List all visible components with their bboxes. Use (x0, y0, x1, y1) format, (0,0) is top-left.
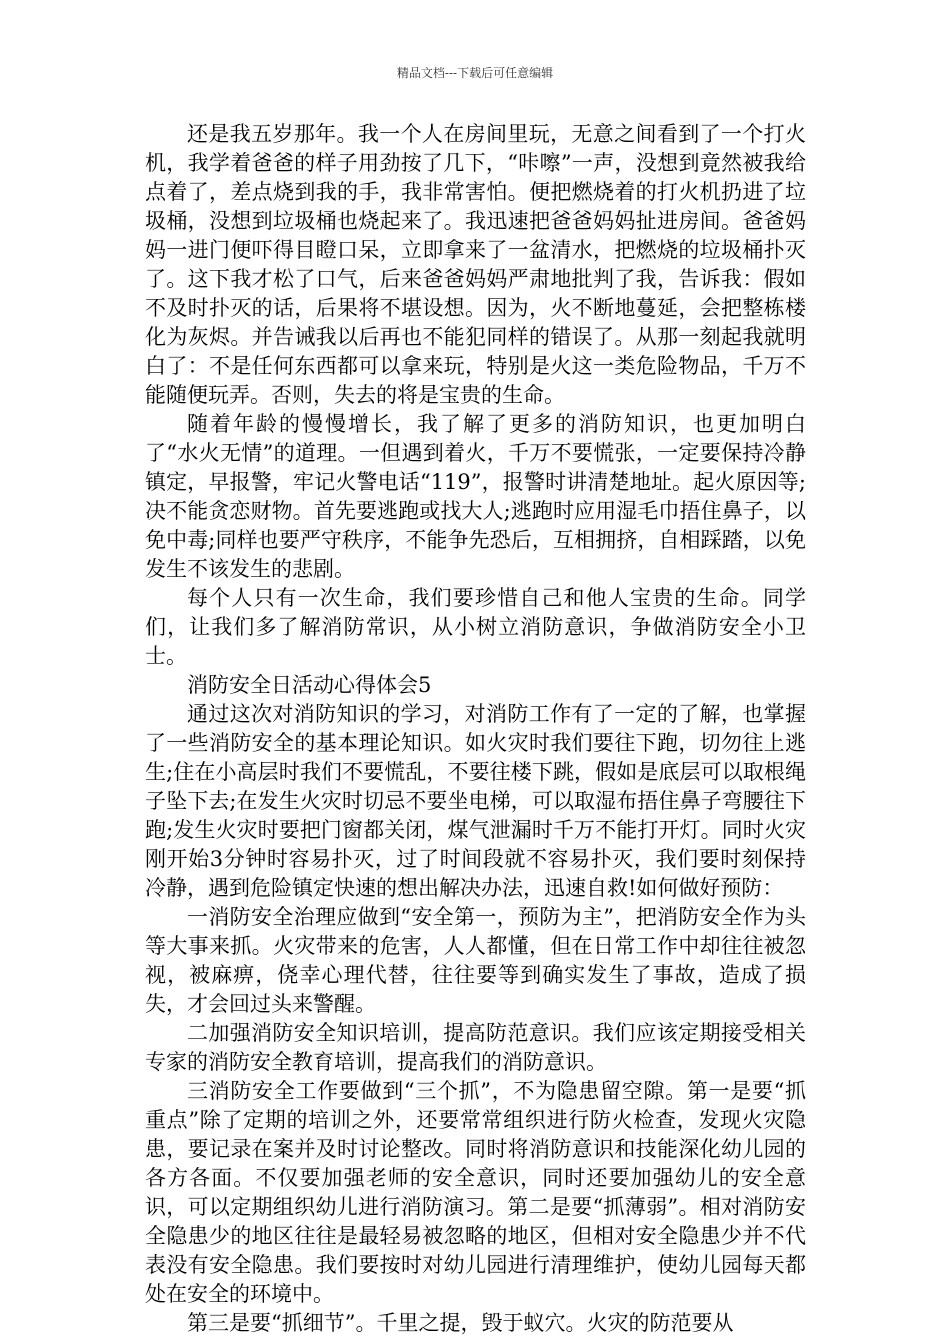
paragraph-details: 第三是要“抓细节”。千里之提，毁于蚁穴。火灾的防范要从 (187, 1311, 734, 1335)
paragraph-point-two: 二加强消防安全知识培训，提高防范意识。我们应该定期接受相关专家的消防安全教育培训，提高我们的消防意识。 (145, 1021, 806, 1074)
paragraph-learning-summary: 通过这次对消防知识的学习，对消防工作有了一定的了解，也掌握了一些消防安全的基本理论知识。如火灾时我们要往下跑，切勿往上逃生;住在小高层时我们不要慌乱，不要往楼下跳，假如是底层可以取根绳子坠下去;在发生火灾时切忌不要坐电梯，可以取湿布捂住鼻子弯腰往下跑;发生火灾时要把门窗都关闭，煤气泄漏时千万不能打开灯。同时火灾刚开始3分钟时容易扑灭，过了时间段就不容易扑灭，我们要时刻保持冷静，遇到危险镇定快速的想出解决办法，迅速自救!如何做好预防： (145, 702, 806, 900)
section-heading: 消防安全日活动心得体会5 (187, 673, 432, 697)
paragraph-point-one: 一消防安全治理应做到“安全第一，预防为主”，把消防安全作为头等大事来抓。火灾带来的危害，人人都懂，但在日常工作中却往往被忽视，被麻痹，侥幸心理代替，往往要等到确实发生了事故，造成了损失，才会回过头来警醒。 (145, 905, 806, 1016)
paragraph-point-three: 三消防安全工作要做到“三个抓”，不为隐患留空隙。第一是要“抓重点”除了定期的培训之外，还要常常组织进行防火检查，发现火灾隐患，要记录在案并及时讨论整改。同时将消防意识和技能深化幼儿园的各方各面。不仅要加强老师的安全意识，同时还要加强幼儿的安全意识，可以定期组织幼儿进行消防演习。第二是要“抓薄弱”。相对消防安全隐患少的地区往往是最轻易被忽略的地区，但相对安全隐患少并不代表没有安全隐患。我们要按时对幼儿园进行清理维护，使幼儿园每天都处在安全的环境中。 (145, 1079, 806, 1306)
paragraph-fire-knowledge: 随着年龄的慢慢增长，我了解了更多的消防知识，也更加明白了“水火无情”的道理。一但遇到着火，千万不要慌张，一定要保持冷静镇定，早报警，牢记火警电话“119”，报警时讲清楚地址。起火原因等;决不能贪恋财物。首先要逃跑或找大人;逃跑时应用湿毛巾捂住鼻子，以免中毒;同样也要严守秩序，不能争先恐后，互相拥挤，自相踩踏，以免发生不该发生的悲剧。 (145, 412, 806, 581)
paragraph-cherish-life: 每个人只有一次生命，我们要珍惜自己和他人宝贵的生命。同学们，让我们多了解消防常识，从小树立消防意识，争做消防安全小卫士。 (145, 586, 806, 668)
document-body (145, 120, 806, 1338)
page-header: 精品文档---下载后可任意编辑 (396, 66, 554, 80)
paragraph-childhood-lighter: 还是我五岁那年。我一个人在房间里玩，无意之间看到了一个打火机，我学着爸爸的样子用劲按了几下，“咔嚓”一声，没想到竟然被我给点着了，差点烧到我的手，我非常害怕。便把燃烧着的打火机扔进了垃圾桶，没想到垃圾桶也烧起来了。我迅速把爸爸妈妈扯进房间。爸爸妈妈一进门便吓得目瞪口呆，立即拿来了一盆清水，把燃烧的垃圾桶扑灭了。这下我才松了口气，后来爸爸妈妈严肃地批判了我，告诉我：假如不及时扑灭的话，后果将不堪设想。因为，火不断地蔓延，会把整栋楼化为灰烬。并告诫我以后再也不能犯同样的错误了。从那一刻起我就明白了：不是任何东西都可以拿来玩，特别是火这一类危险物品，千万不能随便玩弄。否则，失去的将是宝贵的生命。 (145, 122, 806, 407)
